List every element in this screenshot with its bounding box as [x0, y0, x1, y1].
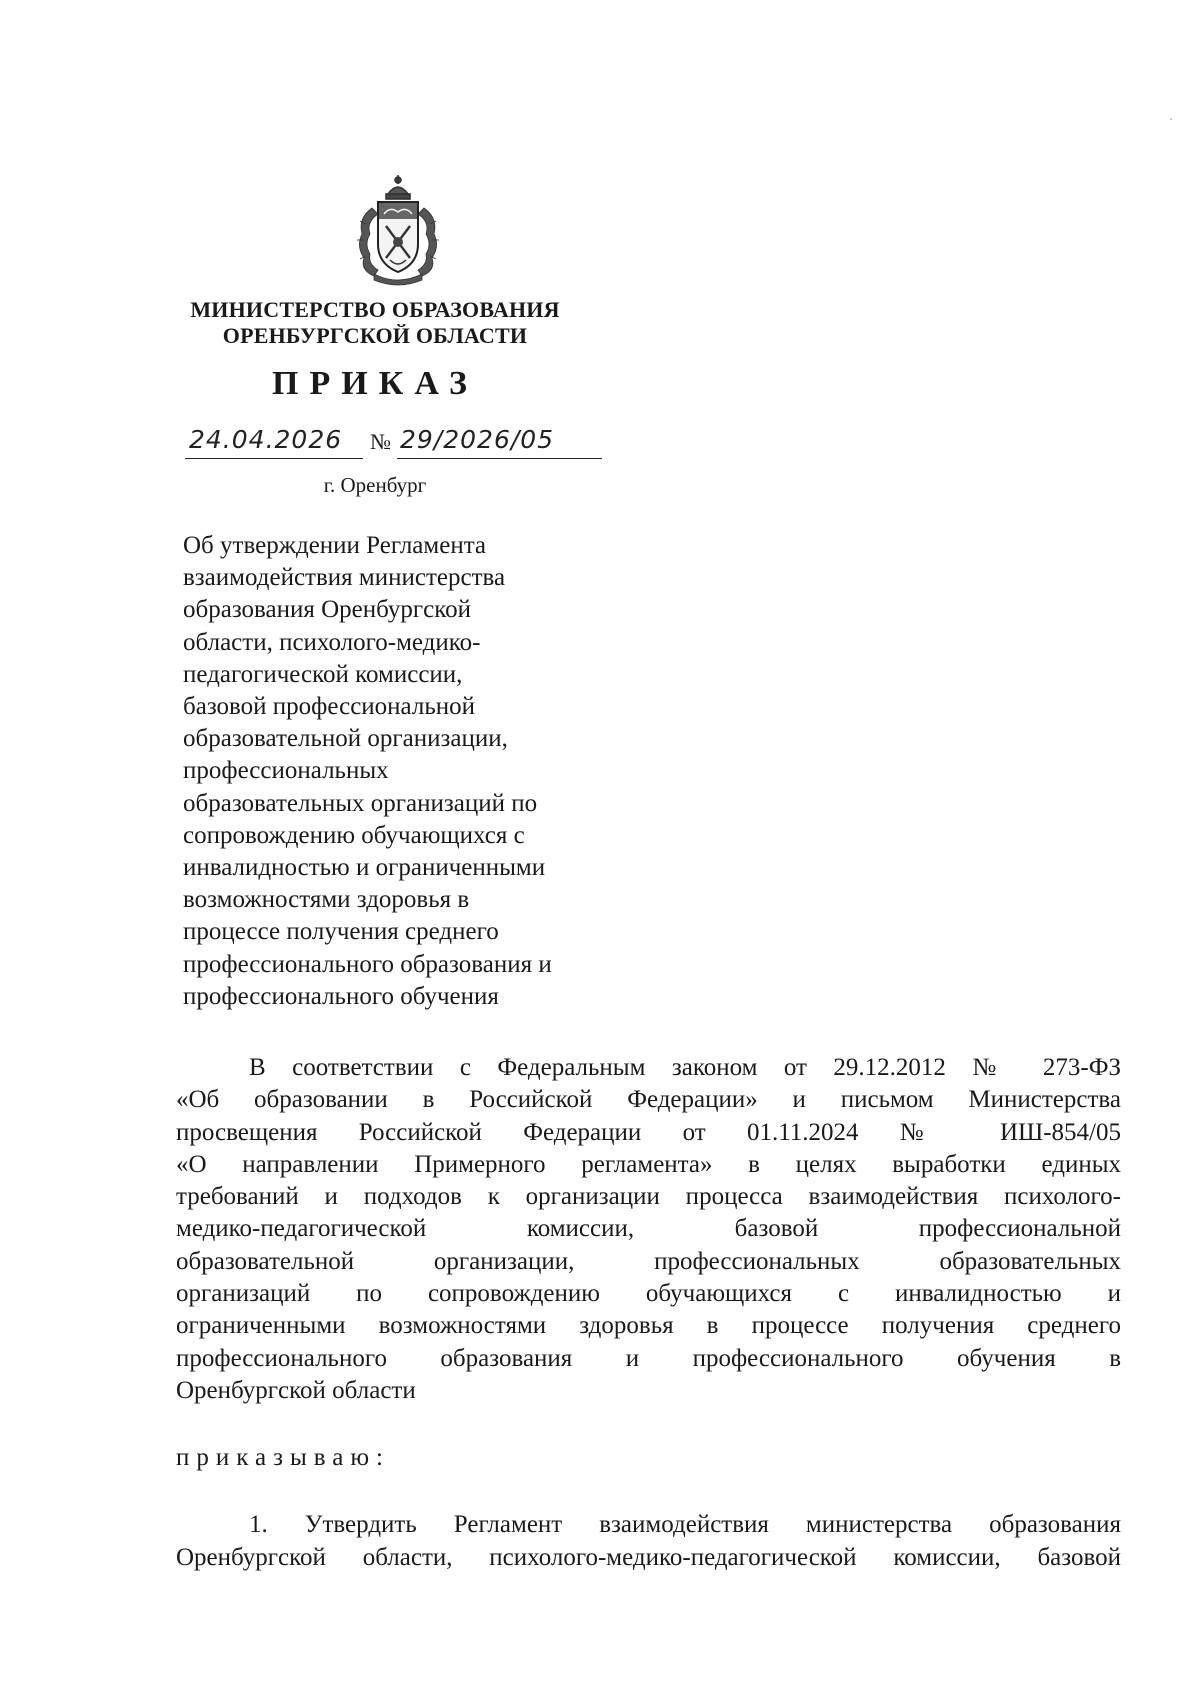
handwritten-date: 24.04.2026 [189, 425, 343, 454]
document-title [183, 530, 623, 1013]
title-line: сопровождению обучающихся с [183, 821, 525, 849]
item-line: 1. Утвердить Регламент взаимодействия министерства образования [249, 1511, 1121, 1538]
preamble-line: В соответствии с Федеральным законом от 29.12.2012 № 273-ФЗ [249, 1054, 1121, 1081]
number-sign: № [370, 429, 391, 454]
preamble-line: ограниченными возможностями здоровья в процессе получения среднего [176, 1312, 1121, 1340]
number-underline [397, 458, 602, 459]
title-line: профессиональных [183, 757, 389, 785]
title-line: педагогической комиссии, [183, 660, 463, 688]
handwritten-order-number: 29/2026/05 [400, 425, 555, 454]
date-number-row [185, 425, 605, 465]
preamble-paragraph [176, 1052, 1121, 1407]
coat-of-arms-icon [352, 174, 444, 286]
title-line: образования Оренбургской [183, 596, 472, 624]
scan-speck [1170, 118, 1172, 120]
title-line: базовой профессиональной [183, 693, 476, 721]
title-line: образовательных организаций по [183, 789, 538, 817]
title-line: образовательной организации, [183, 725, 508, 753]
city-line: г. Оренбург [323, 473, 427, 497]
preamble-line: образовательной организации, профессиональных образовательных [176, 1247, 1121, 1275]
preamble-line: профессионального образования и профессионального обучения в [176, 1344, 1121, 1372]
preamble-line: просвещения Российской Федерации от 01.11.2024 № ИШ-854/05 [176, 1118, 1121, 1146]
preamble-line: требований и подходов к организации процесса взаимодействия психолого- [176, 1183, 1121, 1211]
title-line: профессионального обучения [183, 982, 499, 1010]
title-line: взаимодействия министерства [183, 564, 506, 592]
date-underline [185, 458, 363, 459]
title-line: инвалидностью и ограниченными [183, 854, 546, 882]
title-line: Об утверждении Регламента [183, 532, 487, 559]
ministry-name-line2: ОРЕНБУРГСКОЙ ОБЛАСТИ [222, 323, 528, 348]
preamble-line: Оренбургской области [176, 1376, 416, 1404]
order-item-1 [176, 1508, 1121, 1574]
preamble-line: организаций по сопровождению обучающихся с инвалидностью и [176, 1280, 1121, 1308]
item-line: Оренбургской области, психолого-медико-педагогической комиссии, базовой [176, 1544, 1121, 1571]
title-line: профессионального образования и [183, 950, 552, 978]
title-line: процессе получения среднего [183, 918, 499, 946]
ministry-name-line1: МИНИСТЕРСТВО ОБРАЗОВАНИЯ [190, 297, 560, 322]
preamble-line: «О направлении Примерного регламента» в целях выработки единых [176, 1150, 1121, 1178]
preamble-line: «Об образовании в Российской Федерации» и письмом Министерства [176, 1086, 1121, 1114]
preamble-line: медико-педагогической комиссии, базовой профессиональной [176, 1215, 1121, 1243]
title-line: области, психолого-медико- [183, 628, 481, 656]
document-type-heading: ПРИКАЗ [272, 365, 478, 402]
title-line: возможностями здоровья в [183, 886, 470, 914]
order-directive-word: приказываю: [176, 1444, 390, 1471]
